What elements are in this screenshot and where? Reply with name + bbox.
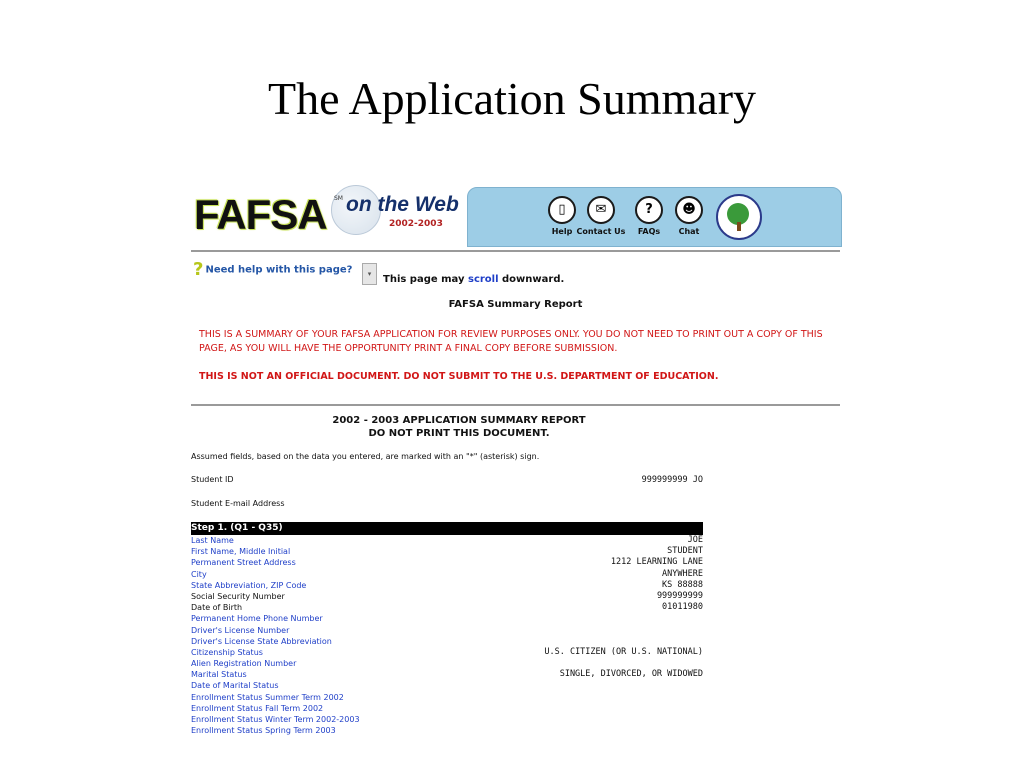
- logo-sm-mark: SM: [334, 195, 343, 202]
- field-label[interactable]: Alien Registration Number: [191, 659, 297, 669]
- chat-people-icon: ☻: [675, 196, 703, 224]
- field-row: [191, 703, 703, 714]
- field-row: [191, 625, 703, 636]
- field-value: STUDENT: [667, 546, 703, 557]
- field-row: [191, 680, 703, 691]
- assumed-fields-note: Assumed fields, based on the data you entered, are marked with an "*" (asterisk) sign.: [191, 452, 540, 461]
- field-label[interactable]: Last Name: [191, 536, 234, 545]
- field-label[interactable]: Enrollment Status Winter Term 2002-2003: [191, 715, 360, 724]
- question-marks-icon: ?: [193, 259, 204, 280]
- help-book-icon: ▯: [548, 196, 576, 224]
- envelope-icon: ✉: [587, 196, 615, 224]
- logo-on-the-web: on the Web: [346, 193, 459, 216]
- summary-heading-line1: 2002 - 2003 APPLICATION SUMMARY REPORT: [332, 415, 586, 426]
- scroll-msg-post: downward.: [498, 274, 565, 285]
- field-value: SINGLE, DIVORCED, OR WIDOWED: [559, 669, 703, 680]
- step1-fields: [191, 535, 703, 736]
- scroll-msg-pre: This page may: [383, 274, 468, 285]
- logo-fafsa-text: FAFSA: [194, 191, 327, 238]
- need-help-label: Need help with this page?: [205, 264, 353, 276]
- field-label[interactable]: City: [191, 569, 207, 579]
- need-help-link[interactable]: [193, 259, 352, 280]
- review-warning: THIS IS A SUMMARY OF YOUR FAFSA APPLICATION FOR REVIEW PURPOSES ONLY. YOU DO NOT NEED TO PRINT OUT A COPY OF THIS PAGE, AS YOU WILL HAVE THE OPPORTUNITY PRINT A FINAL COPY BEFORE SUBMISSION.: [199, 329, 823, 354]
- field-label[interactable]: Driver's License Number: [191, 625, 290, 635]
- field-label: Date of Birth: [191, 603, 243, 613]
- field-label[interactable]: Permanent Street Address: [191, 558, 296, 568]
- scroll-link[interactable]: scroll: [468, 274, 499, 285]
- student-id-label: Student ID: [191, 475, 234, 484]
- scroll-indicator-icon: ▾: [362, 263, 377, 285]
- field-value: ANYWHERE: [662, 568, 703, 579]
- help-label: Help: [551, 227, 573, 236]
- summary-heading-line2: DO NOT PRINT THIS DOCUMENT.: [368, 428, 550, 439]
- field-label[interactable]: First Name, Middle Initial: [191, 547, 291, 557]
- field-label[interactable]: Citizenship Status: [191, 647, 263, 657]
- field-row: [191, 669, 703, 680]
- field-row: [191, 546, 703, 557]
- field-value: 999999999: [656, 590, 703, 601]
- field-value: 01011980: [662, 602, 703, 613]
- field-row: [191, 602, 703, 613]
- field-label[interactable]: Date of Marital Status: [191, 681, 279, 691]
- field-value: 1212 LEARNING LANE: [610, 557, 703, 568]
- field-label[interactable]: Driver's License State Abbreviation: [191, 636, 332, 646]
- contact-us-label: Contact Us: [576, 227, 626, 236]
- top-toolbar: [467, 187, 842, 247]
- chat-label: Chat: [678, 227, 700, 236]
- fafsa-screenshot: [191, 185, 840, 736]
- field-value: U.S. CITIZEN (OR U.S. NATIONAL): [544, 646, 703, 657]
- contact-us-button[interactable]: [576, 196, 626, 236]
- field-row: [191, 580, 703, 591]
- student-id-value: 999999999 JO: [641, 475, 703, 485]
- field-row: [191, 725, 703, 736]
- official-warning: THIS IS NOT AN OFFICIAL DOCUMENT. DO NOT SUBMIT TO THE U.S. DEPARTMENT OF EDUCATION.: [199, 371, 719, 382]
- field-row: [191, 658, 703, 669]
- field-row: [191, 714, 703, 725]
- chat-button[interactable]: [664, 196, 714, 236]
- field-label[interactable]: Enrollment Status Fall Term 2002: [191, 703, 324, 713]
- field-label[interactable]: Enrollment Status Summer Term 2002: [191, 692, 344, 702]
- field-label[interactable]: Permanent Home Phone Number: [191, 614, 323, 624]
- field-row: [191, 613, 703, 624]
- student-email-row: [191, 499, 703, 508]
- field-row: [191, 591, 703, 602]
- step1-header: Step 1. (Q1 - Q35): [191, 522, 703, 535]
- field-label[interactable]: Marital Status: [191, 670, 247, 680]
- logo-years: 2002-2003: [389, 219, 443, 229]
- field-row: [191, 569, 703, 580]
- field-row: [191, 557, 703, 568]
- question-icon: ?: [635, 196, 663, 224]
- field-row: [191, 692, 703, 703]
- field-value: KS 88888: [662, 579, 703, 590]
- field-label[interactable]: State Abbreviation, ZIP Code: [191, 580, 307, 590]
- field-label: Social Security Number: [191, 591, 285, 601]
- section-divider: [191, 404, 840, 406]
- scroll-message: [383, 274, 564, 285]
- student-email-label: Student E-mail Address: [191, 499, 285, 508]
- student-id-row: [191, 475, 703, 484]
- slide-title: The Application Summary: [267, 73, 757, 124]
- field-value: JOE: [687, 535, 703, 545]
- field-row: [191, 535, 703, 546]
- faqs-label: FAQs: [637, 227, 661, 236]
- dept-education-seal-icon[interactable]: [716, 194, 762, 240]
- report-title: FAFSA Summary Report: [448, 299, 583, 310]
- field-row: [191, 647, 703, 658]
- header-divider: [191, 250, 840, 252]
- fafsa-logo[interactable]: [191, 185, 461, 243]
- summary-heading: [191, 414, 727, 440]
- field-label[interactable]: Enrollment Status Spring Term 2003: [191, 726, 336, 736]
- field-row: [191, 636, 703, 647]
